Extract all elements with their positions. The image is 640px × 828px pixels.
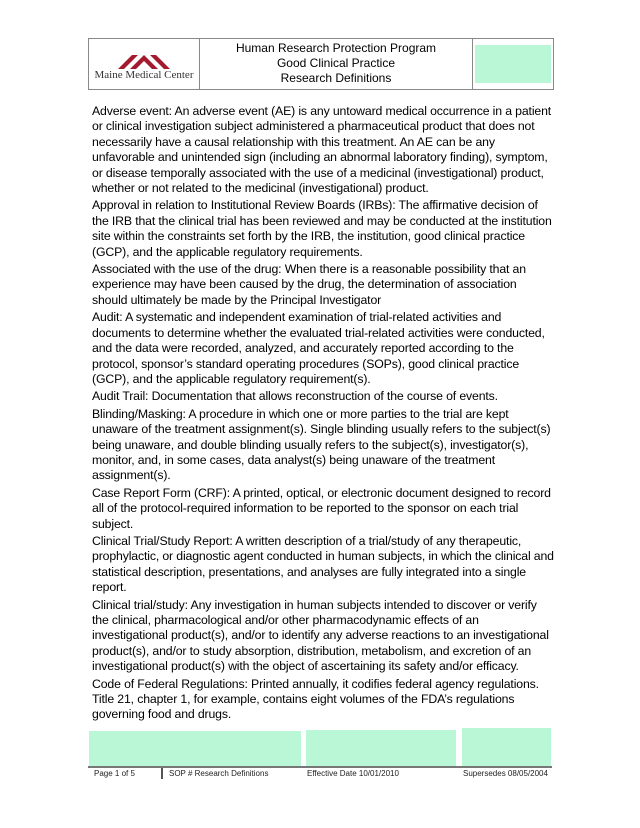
- definition-term: Approval in relation to Institutional Review Boards (IRBs):: [92, 198, 396, 213]
- definition-term: Code of Federal Regulations:: [92, 676, 248, 691]
- definition-term: Associated with the use of the drug:: [92, 262, 282, 277]
- definition-text: Documentation that allows reconstruction of the course of events.: [148, 389, 498, 404]
- definition: [92, 262, 554, 308]
- definition-term: Clinical trial/study:: [92, 597, 188, 612]
- definition-text: A systematic and independent examination of trial-related activities and documents to determine whether the evaluated trial-related activities were conducted, and the data were recorded, analyzed, and accurately reported according to the protocol, sponsor’s standard operating procedures (SOPs), good clinical practice (GCP), and the applicable regulatory requirement(s).: [92, 310, 545, 386]
- footer-divider: [88, 766, 552, 768]
- definition-term: Audit:: [92, 310, 123, 325]
- definition: [92, 198, 554, 260]
- definition-text: A written description of a trial/study of any therapeutic, prophylactic, or diagnostic agent conducted in human subjects, in which the clinical and statistical description, presentations, and analyses are fully integrated into a single report.: [92, 533, 554, 595]
- definition-text: The affirmative decision of the IRB that the clinical trial has been reviewed and may be conducted at the institution site within the constraints set forth by the IRB, the institution, good clinical practice (GCP), and the applicable regulatory requirements.: [92, 198, 552, 259]
- definition: [92, 389, 554, 404]
- mmc-logo-icon: [114, 53, 174, 69]
- definition-term: Clinical Trial/Study Report:: [92, 533, 233, 548]
- page-number: Page 1 of 5: [94, 769, 135, 778]
- definition: [92, 677, 554, 723]
- definition-term: Blinding/Masking:: [92, 406, 186, 421]
- footer-highlight-box: [306, 730, 456, 766]
- definition: [92, 598, 554, 675]
- definition: [92, 534, 554, 596]
- definitions-list: [92, 104, 554, 725]
- definition: [92, 407, 554, 484]
- definition-text: Any investigation in human subjects intended to discover or verify the clinical, pharmacological and/or other pharmacodynamic effects of an investigational product(s), and/or to identify any adverse reactions to an investigational product(s), and/or to study absorption, distribution, metabolism, and excretion of an investigational product(s) with the object of ascertaining its safety and/or efficacy.: [92, 597, 549, 674]
- supersedes-date: Supersedes 08/05/2004: [463, 769, 548, 778]
- definition: [92, 310, 554, 387]
- effective-date: Effective Date 10/01/2010: [307, 769, 399, 778]
- title-line: Good Clinical Practice: [276, 56, 396, 70]
- title-line: Human Research Protection Program: [235, 41, 437, 55]
- footer-highlight-box: [89, 731, 301, 766]
- definition-term: Adverse event:: [92, 104, 172, 118]
- definition-text: A printed, optical, or electronic document designed to record all of the protocol-required information to be reported to the sponsor on each trial subject.: [92, 485, 551, 531]
- definition-text: An adverse event (AE) is any untoward medical occurrence in a patient or clinical investigation subject administered a pharmaceutical product that does not necessarily have a causal relationship with this treatment. An AE can be any unfavorable and unintended sign (including an abnormal laboratory finding), symptom, or disease temporally associated with the use of a medicinal (investigational) product, whether or not related to the medicinal (investigational) product.: [92, 104, 552, 196]
- definition-term: Case Report Form (CRF):: [92, 485, 230, 500]
- header-highlight-box: [473, 39, 553, 89]
- sop-number: SOP # Research Definitions: [169, 769, 269, 778]
- title-line: Research Definitions: [280, 71, 392, 85]
- document-title: [200, 39, 473, 89]
- footer-separator: [161, 768, 163, 779]
- logo-text: Maine Medical Center: [94, 69, 194, 81]
- logo: [89, 39, 200, 89]
- definition-text: Printed annually, it codifies federal agency regulations. Title 21, chapter 1, for example, contains eight volumes of the FDA’s regulations governing food and drugs.: [92, 676, 539, 722]
- footer-highlight-box: [462, 728, 551, 766]
- definition-term: Audit Trail:: [92, 389, 149, 404]
- page-header: [88, 38, 554, 90]
- definition-text: When there is a reasonable possibility that an experience may have been caused by the drug, the determination of association should ultimately be made by the Principal Investigator: [92, 262, 526, 307]
- definition-text: A procedure in which one or more parties to the trial are kept unaware of the treatment assignment(s). Single blinding usually refers to the subject(s) being unaware, and double blinding usually refers to the subject(s), investigator(s), monitor, and, in some cases, data analyst(s) being unaware of the treatment assignment(s).: [92, 406, 551, 483]
- definition: [92, 486, 554, 532]
- definition: [92, 104, 554, 196]
